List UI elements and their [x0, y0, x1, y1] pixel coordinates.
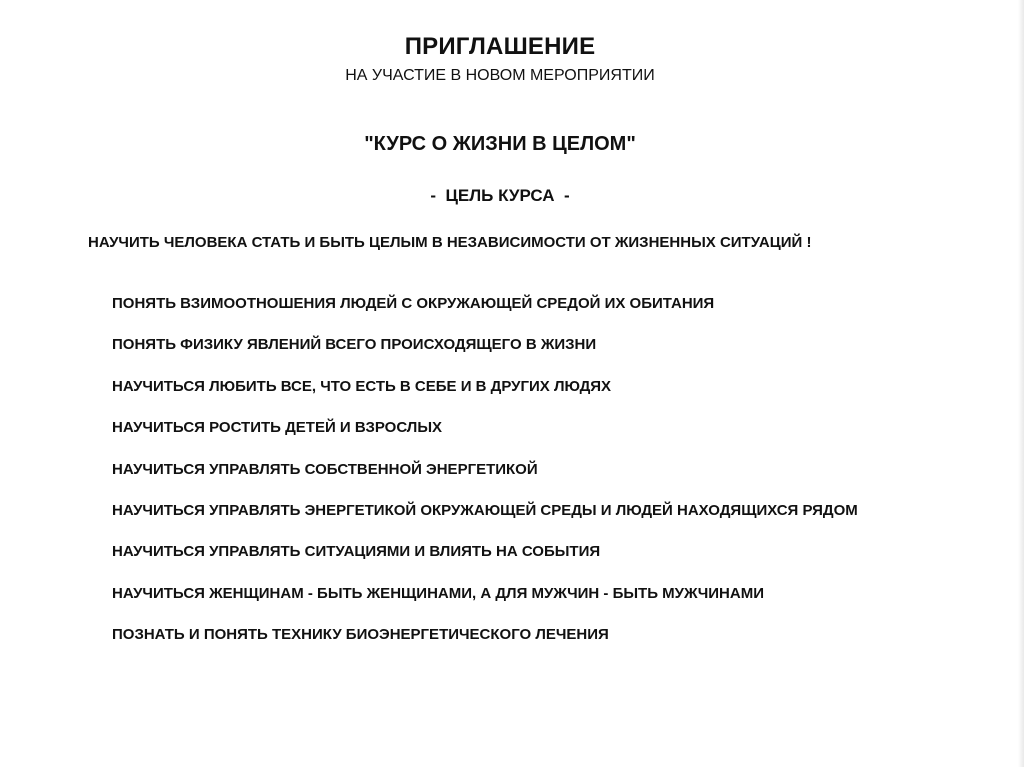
list-item: НАУЧИТЬСЯ ЛЮБИТЬ ВСЕ, ЧТО ЕСТЬ В СЕБЕ И В ДРУГИХ ЛЮДЯХ: [112, 377, 612, 395]
slide-edge-shadow: [1018, 0, 1024, 767]
course-title: "КУРС О ЖИЗНИ В ЦЕЛОМ": [364, 133, 636, 155]
list-item: ПОНЯТЬ ФИЗИКУ ЯВЛЕНИЙ ВСЕГО ПРОИСХОДЯЩЕГО В ЖИЗНИ: [112, 336, 597, 354]
list-item: НАУЧИТЬСЯ ЖЕНЩИНАМ - БЫТЬ ЖЕНЩИНАМИ, А ДЛЯ МУЖЧИН - БЫТЬ МУЖЧИНАМИ: [112, 584, 764, 602]
list-item: ПОНЯТЬ ВЗИМООТНОШЕНИЯ ЛЮДЕЙ С ОКРУЖАЮЩЕЙ СРЕДОЙ ИХ ОБИТАНИЯ: [112, 295, 715, 312]
list-item: ПОЗНАТЬ И ПОНЯТЬ ТЕХНИКУ БИОЭНЕРГЕТИЧЕСКОГО ЛЕЧЕНИЯ: [112, 626, 609, 644]
goals-list: [112, 295, 858, 668]
list-item: НАУЧИТЬСЯ УПРАВЛЯТЬ СИТУАЦИЯМИ И ВЛИЯТЬ НА СОБЫТИЯ: [112, 543, 601, 561]
page-title: ПРИГЛАШЕНИЕ: [404, 33, 596, 60]
page-subtitle: НА УЧАСТИЕ В НОВОМ МЕРОПРИЯТИИ: [345, 67, 655, 84]
list-item: НАУЧИТЬСЯ УПРАВЛЯТЬ СОБСТВЕННОЙ ЭНЕРГЕТИКОЙ: [112, 460, 538, 478]
list-item: НАУЧИТЬСЯ УПРАВЛЯТЬ ЭНЕРГЕТИКОЙ ОКРУЖАЮЩЕЙ СРЕДЫ И ЛЮДЕЙ НАХОДЯЩИХСЯ РЯДОМ: [112, 501, 858, 519]
list-item: НАУЧИТЬСЯ РОСТИТЬ ДЕТЕЙ И ВЗРОСЛЫХ: [112, 419, 443, 437]
goal-heading: - ЦЕЛЬ КУРСА -: [430, 186, 570, 205]
goal-statement: НАУЧИТЬ ЧЕЛОВЕКА СТАТЬ И БЫТЬ ЦЕЛЫМ В НЕЗАВИСИМОСТИ ОТ ЖИЗНЕННЫХ СИТУАЦИЙ !: [88, 234, 812, 251]
